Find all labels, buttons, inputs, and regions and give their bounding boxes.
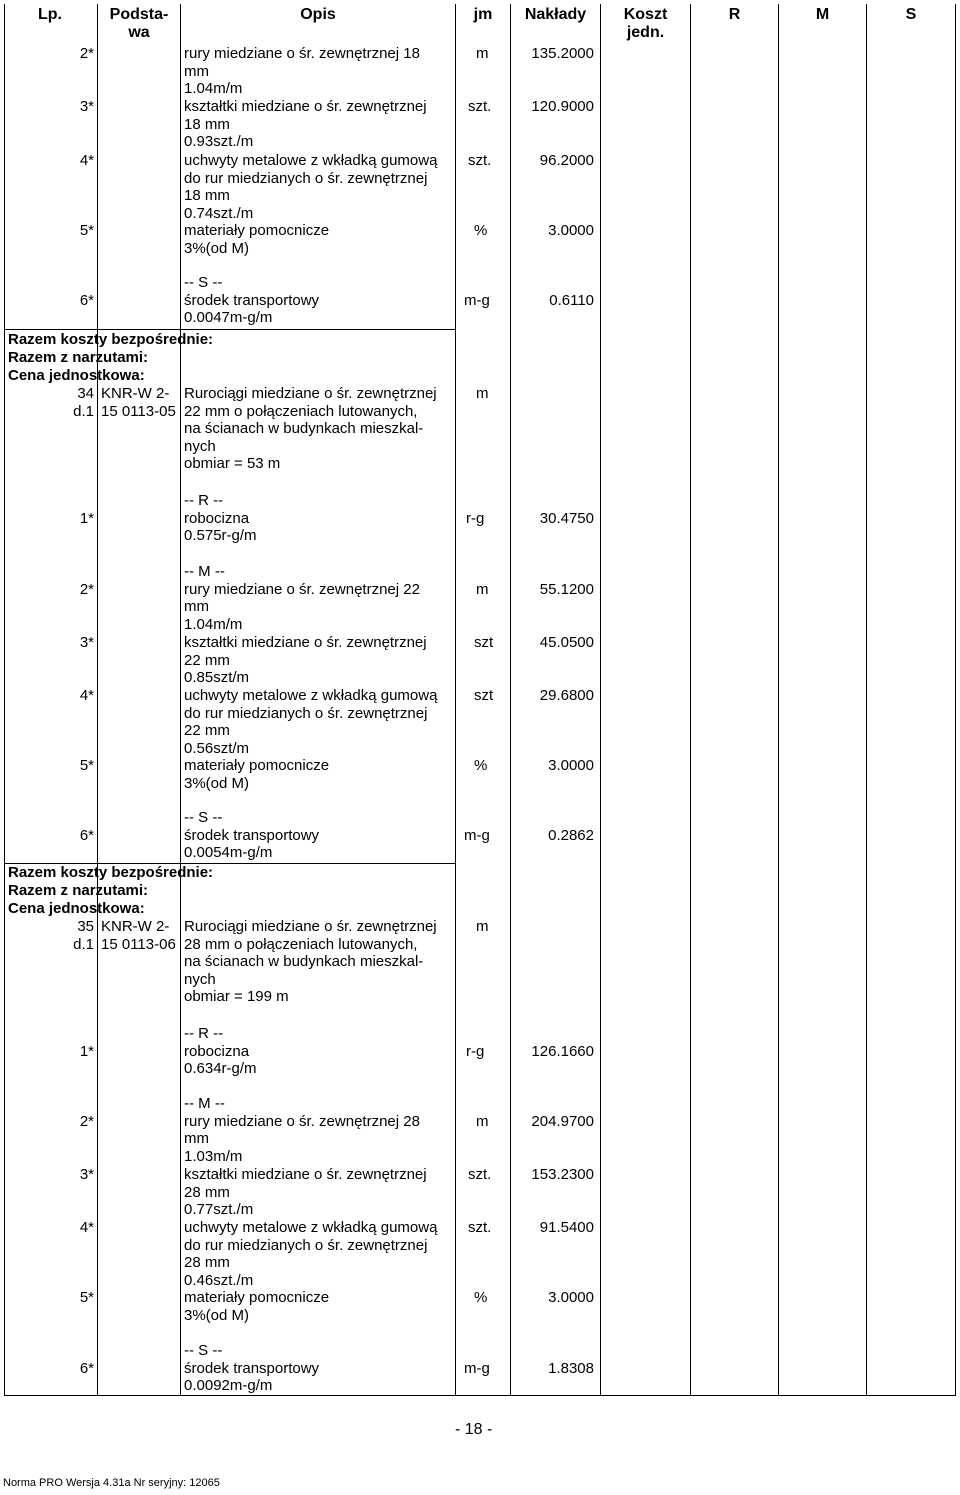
row-opis: -- S -- środek transportowy 0.0047m-g/m	[184, 274, 320, 327]
row-opis: rury miedziane o śr. zewnętrznej 18 mm 1.04m/m	[184, 45, 420, 98]
row-opis: materiały pomocnicze 3%(od M)	[184, 222, 330, 257]
col-divider-opis	[455, 4, 456, 1395]
row-lp: 6*	[79, 827, 94, 844]
header-lp: Lp.	[38, 6, 62, 23]
header-koszt: Koszt jedn.	[623, 6, 668, 41]
row-naklady: 1.8308	[548, 1360, 594, 1377]
summary-cena: Cena jednostkowa:	[8, 900, 145, 917]
row-opis: -- S -- środek transportowy 0.0054m-g/m	[184, 809, 320, 862]
row-jm: r-g	[466, 510, 485, 527]
table-border-right	[955, 4, 956, 1395]
row-jm: szt.	[468, 98, 492, 115]
row-naklady: 120.9000	[531, 98, 594, 115]
col-divider-naklady	[600, 4, 601, 1395]
row-lp: 4*	[79, 1219, 94, 1236]
position-lp: 35 d.1	[73, 918, 94, 953]
row-lp: 5*	[79, 1289, 94, 1306]
row-opis: materiały pomocnicze 3%(od M)	[184, 1289, 330, 1324]
row-lp: 4*	[79, 687, 94, 704]
row-jm: m	[476, 1113, 489, 1130]
row-lp: 5*	[79, 222, 94, 239]
position-opis: Rurociągi miedziane o śr. zewnętrznej 28 mm o połączeniach lutowanych, na ścianach w budynkach mieszkal- nych obmiar = 199 m	[184, 918, 437, 1006]
summary-bezposrednie: Razem koszty bezpośrednie:	[8, 864, 214, 881]
row-lp: 6*	[79, 292, 94, 309]
row-naklady: 3.0000	[548, 222, 594, 239]
row-opis: kształtki miedziane o śr. zewnętrznej 18 mm 0.93szt./m	[184, 98, 427, 151]
row-lp: 5*	[79, 757, 94, 774]
header-jm: jm	[473, 6, 493, 23]
summary-narzuty: Razem z narzutami:	[8, 349, 149, 366]
row-jm: szt.	[468, 152, 492, 169]
col-divider-lp	[97, 4, 98, 1395]
row-naklady: 29.6800	[539, 687, 594, 704]
header-naklady: Nakłady	[524, 6, 587, 23]
row-jm: m-g	[464, 827, 490, 844]
header-r: R	[728, 6, 741, 23]
row-naklady: 0.6110	[549, 292, 594, 309]
row-opis: kształtki miedziane o śr. zewnętrznej 28 mm 0.77szt./m	[184, 1166, 427, 1219]
header-podstawa: Podsta- wa	[109, 6, 169, 41]
row-naklady: 153.2300	[531, 1166, 594, 1183]
row-jm: m-g	[464, 1360, 490, 1377]
row-naklady: 45.0500	[539, 634, 594, 651]
row-naklady: 126.1660	[531, 1043, 594, 1060]
row-lp: 3*	[79, 634, 94, 651]
row-jm: szt	[474, 634, 494, 651]
row-opis: kształtki miedziane o śr. zewnętrznej 22 mm 0.85szt/m	[184, 634, 427, 687]
row-jm: szt.	[468, 1219, 492, 1236]
row-lp: 2*	[79, 45, 94, 62]
position-podstawa: KNR-W 2- 15 0113-06	[101, 918, 176, 953]
row-opis: -- M -- rury miedziane o śr. zewnętrznej 22 mm 1.04m/m	[184, 563, 420, 633]
row-opis: uchwyty metalowe z wkładką gumową do rur miedzianych o śr. zewnętrznej 18 mm 0.74szt./m	[184, 152, 438, 222]
header-opis: Opis	[300, 6, 336, 23]
row-jm: %	[474, 222, 488, 239]
position-jm: m	[476, 918, 489, 935]
row-lp: 6*	[79, 1360, 94, 1377]
row-lp: 2*	[79, 581, 94, 598]
row-opis: -- R -- robocizna 0.634r-g/m	[184, 1025, 257, 1078]
row-naklady: 204.9700	[531, 1113, 594, 1130]
row-lp: 4*	[79, 152, 94, 169]
row-opis: materiały pomocnicze 3%(od M)	[184, 757, 330, 792]
col-divider-koszt	[690, 4, 691, 1395]
row-jm: szt.	[468, 1166, 492, 1183]
row-naklady: 3.0000	[548, 1289, 594, 1306]
row-naklady: 55.1200	[539, 581, 594, 598]
col-divider-podstawa	[180, 4, 181, 1395]
col-divider-m	[866, 4, 867, 1395]
row-jm: szt	[474, 687, 494, 704]
table-border-bottom	[4, 1395, 956, 1396]
row-opis: uchwyty metalowe z wkładką gumową do rur miedzianych o śr. zewnętrznej 28 mm 0.46szt./m	[184, 1219, 438, 1289]
row-jm: %	[474, 757, 488, 774]
row-jm: m-g	[464, 292, 490, 309]
row-lp: 1*	[79, 1043, 94, 1060]
row-opis: uchwyty metalowe z wkładką gumową do rur miedzianych o śr. zewnętrznej 22 mm 0.56szt/m	[184, 687, 438, 757]
page-number: - 18 -	[455, 1421, 493, 1438]
summary-narzuty: Razem z narzutami:	[8, 882, 149, 899]
row-jm: %	[474, 1289, 488, 1306]
row-naklady: 0.2862	[548, 827, 594, 844]
row-naklady: 3.0000	[548, 757, 594, 774]
table-border-left	[4, 4, 5, 1395]
row-naklady: 91.5400	[539, 1219, 594, 1236]
col-divider-r	[778, 4, 779, 1395]
row-opis: -- R -- robocizna 0.575r-g/m	[184, 492, 257, 545]
summary-bezposrednie: Razem koszty bezpośrednie:	[8, 331, 214, 348]
software-footer: Norma PRO Wersja 4.31a Nr seryjny: 12065	[3, 1477, 220, 1489]
header-s: S	[905, 6, 917, 23]
row-lp: 3*	[79, 98, 94, 115]
row-opis: -- S -- środek transportowy 0.0092m-g/m	[184, 1342, 320, 1395]
position-opis: Rurociągi miedziane o śr. zewnętrznej 22 mm o połączeniach lutowanych, na ścianach w budynkach mieszkal- nych obmiar = 53 m	[184, 385, 437, 473]
summary-divider	[4, 329, 456, 330]
row-naklady: 135.2000	[531, 45, 594, 62]
row-naklady: 96.2000	[539, 152, 594, 169]
row-lp: 2*	[79, 1113, 94, 1130]
summary-cena: Cena jednostkowa:	[8, 367, 145, 384]
header-m: M	[815, 6, 830, 23]
position-lp: 34 d.1	[73, 385, 94, 420]
row-lp: 3*	[79, 1166, 94, 1183]
row-jm: m	[476, 581, 489, 598]
row-jm: r-g	[466, 1043, 485, 1060]
row-naklady: 30.4750	[539, 510, 594, 527]
row-opis: -- M -- rury miedziane o śr. zewnętrznej 28 mm 1.03m/m	[184, 1095, 420, 1165]
position-podstawa: KNR-W 2- 15 0113-05	[101, 385, 176, 420]
position-jm: m	[476, 385, 489, 402]
row-jm: m	[476, 45, 489, 62]
row-lp: 1*	[79, 510, 94, 527]
